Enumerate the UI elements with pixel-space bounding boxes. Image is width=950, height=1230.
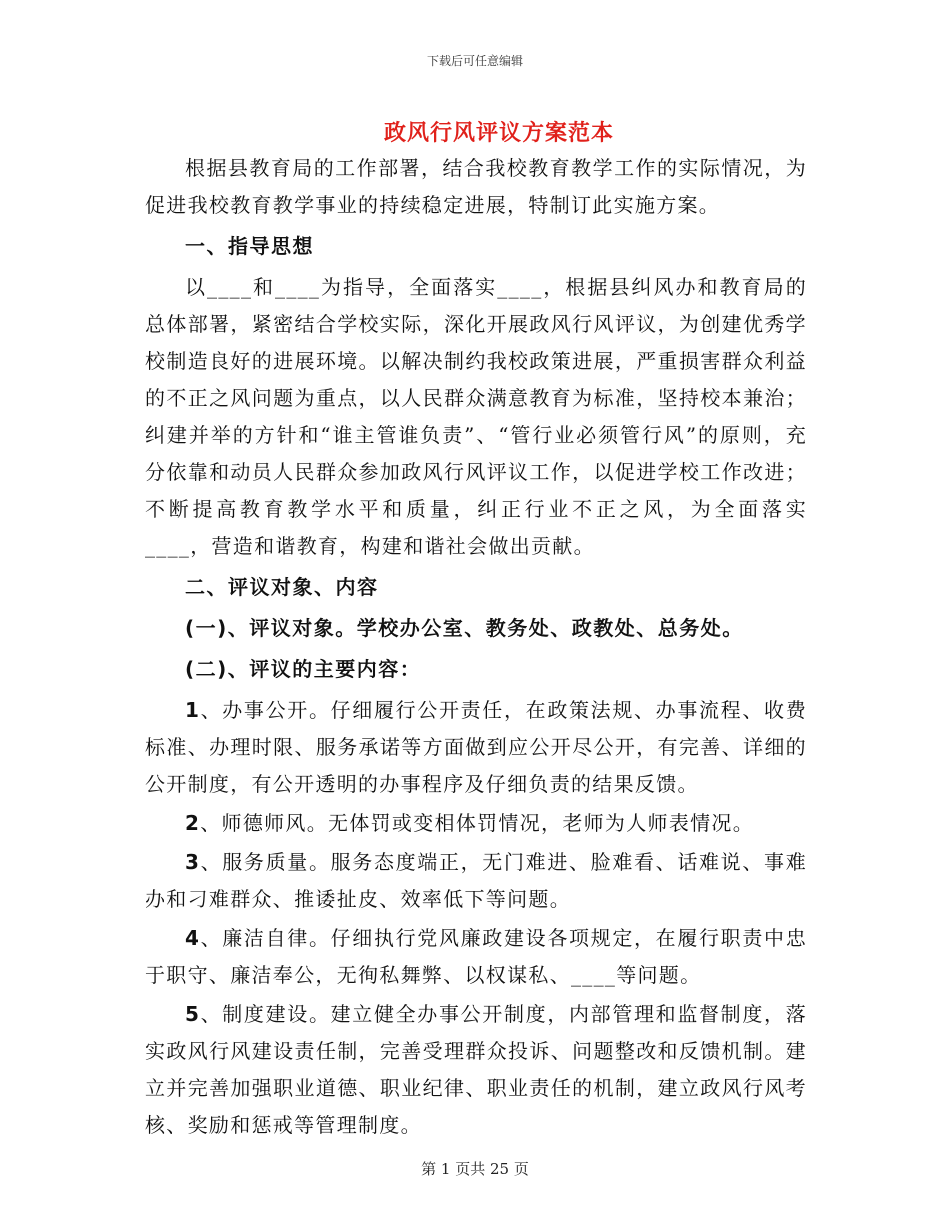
list-item [145,692,807,803]
item-number: 5 [185,1002,201,1026]
section-heading-evaluation-scope: 二、评议对象、内容 [185,575,379,599]
item-number: 4 [185,926,201,950]
item-text: 、师德师风。无体罚或变相体罚情况，老师为人师表情况。 [200,811,755,835]
section-heading-guiding-ideology: 一、指导思想 [185,234,314,258]
page-footer: 第 1 页共 25 页 [421,1160,529,1178]
item-text: 、服务质量。服务态度端正，无门难进、脸难看、话难说、事难办和刁难群众、推诿扯皮、效率低下等问题。 [145,850,807,911]
item-number: 2 [185,811,201,835]
item-text: 、廉洁自律。仔细执行党风廉政建设各项规定，在履行职责中忠于职守、廉洁奉公，无徇私舞弊、以权谋私、____等问题。 [145,926,807,987]
document-title: 政风行风评议方案范本 [383,121,614,146]
document-body [145,150,807,1146]
list-item [145,920,807,994]
list-item [145,844,807,918]
header-note: 下载后可任意编辑 [426,54,523,68]
subheading-evaluation-targets: (一)、评议对象。学校办公室、教务处、政教处、总务处。 [185,616,744,640]
subheading-evaluation-content: (二)、评议的主要内容： [185,657,422,681]
item-number: 1 [185,698,201,722]
intro-paragraph: 根据县教育局的工作部署，结合我校教育教学工作的实际情况，为促进我校教育教学事业的持续稳定进展，特制订此实施方案。 [145,156,807,217]
list-item [145,996,807,1144]
item-text: 、制度建设。建立健全办事公开制度，内部管理和监督制度，落实政风行风建设责任制，完善受理群众投诉、问题整改和反馈机制。建立并完善加强职业道德、职业纪律、职业责任的机制，建立政风行风考核、奖励和惩戒等管理制度。 [145,1002,807,1137]
item-text: 、办事公开。仔细履行公开责任，在政策法规、办事流程、收费标准、办理时限、服务承诺等方面做到应公开尽公开，有完善、详细的公开制度，有公开透明的办事程序及仔细负责的结果反馈。 [145,698,807,796]
guiding-ideology-paragraph: 以____和____为指导，全面落实____，根据县纠风办和教育局的总体部署，紧密结合学校实际，深化开展政风行风评议，为创建优秀学校制造良好的进展环境。以解决制约我校政策进展，严重损害群众利益的不正之风问题为重点，以人民群众满意教育为标准，坚持校本兼治；纠建并举的方针和“谁主管谁负责”、“管行业必须管行风”的原则，充分依靠和动员人民群众参加政风行风评议工作，以促进学校工作改进；不断提高教育教学水平和质量，纠正行业不正之风，为全面落实____，营造和谐教育，构建和谐社会做出贡献。 [145,275,807,558]
list-item [145,805,807,842]
item-number: 3 [185,850,201,874]
